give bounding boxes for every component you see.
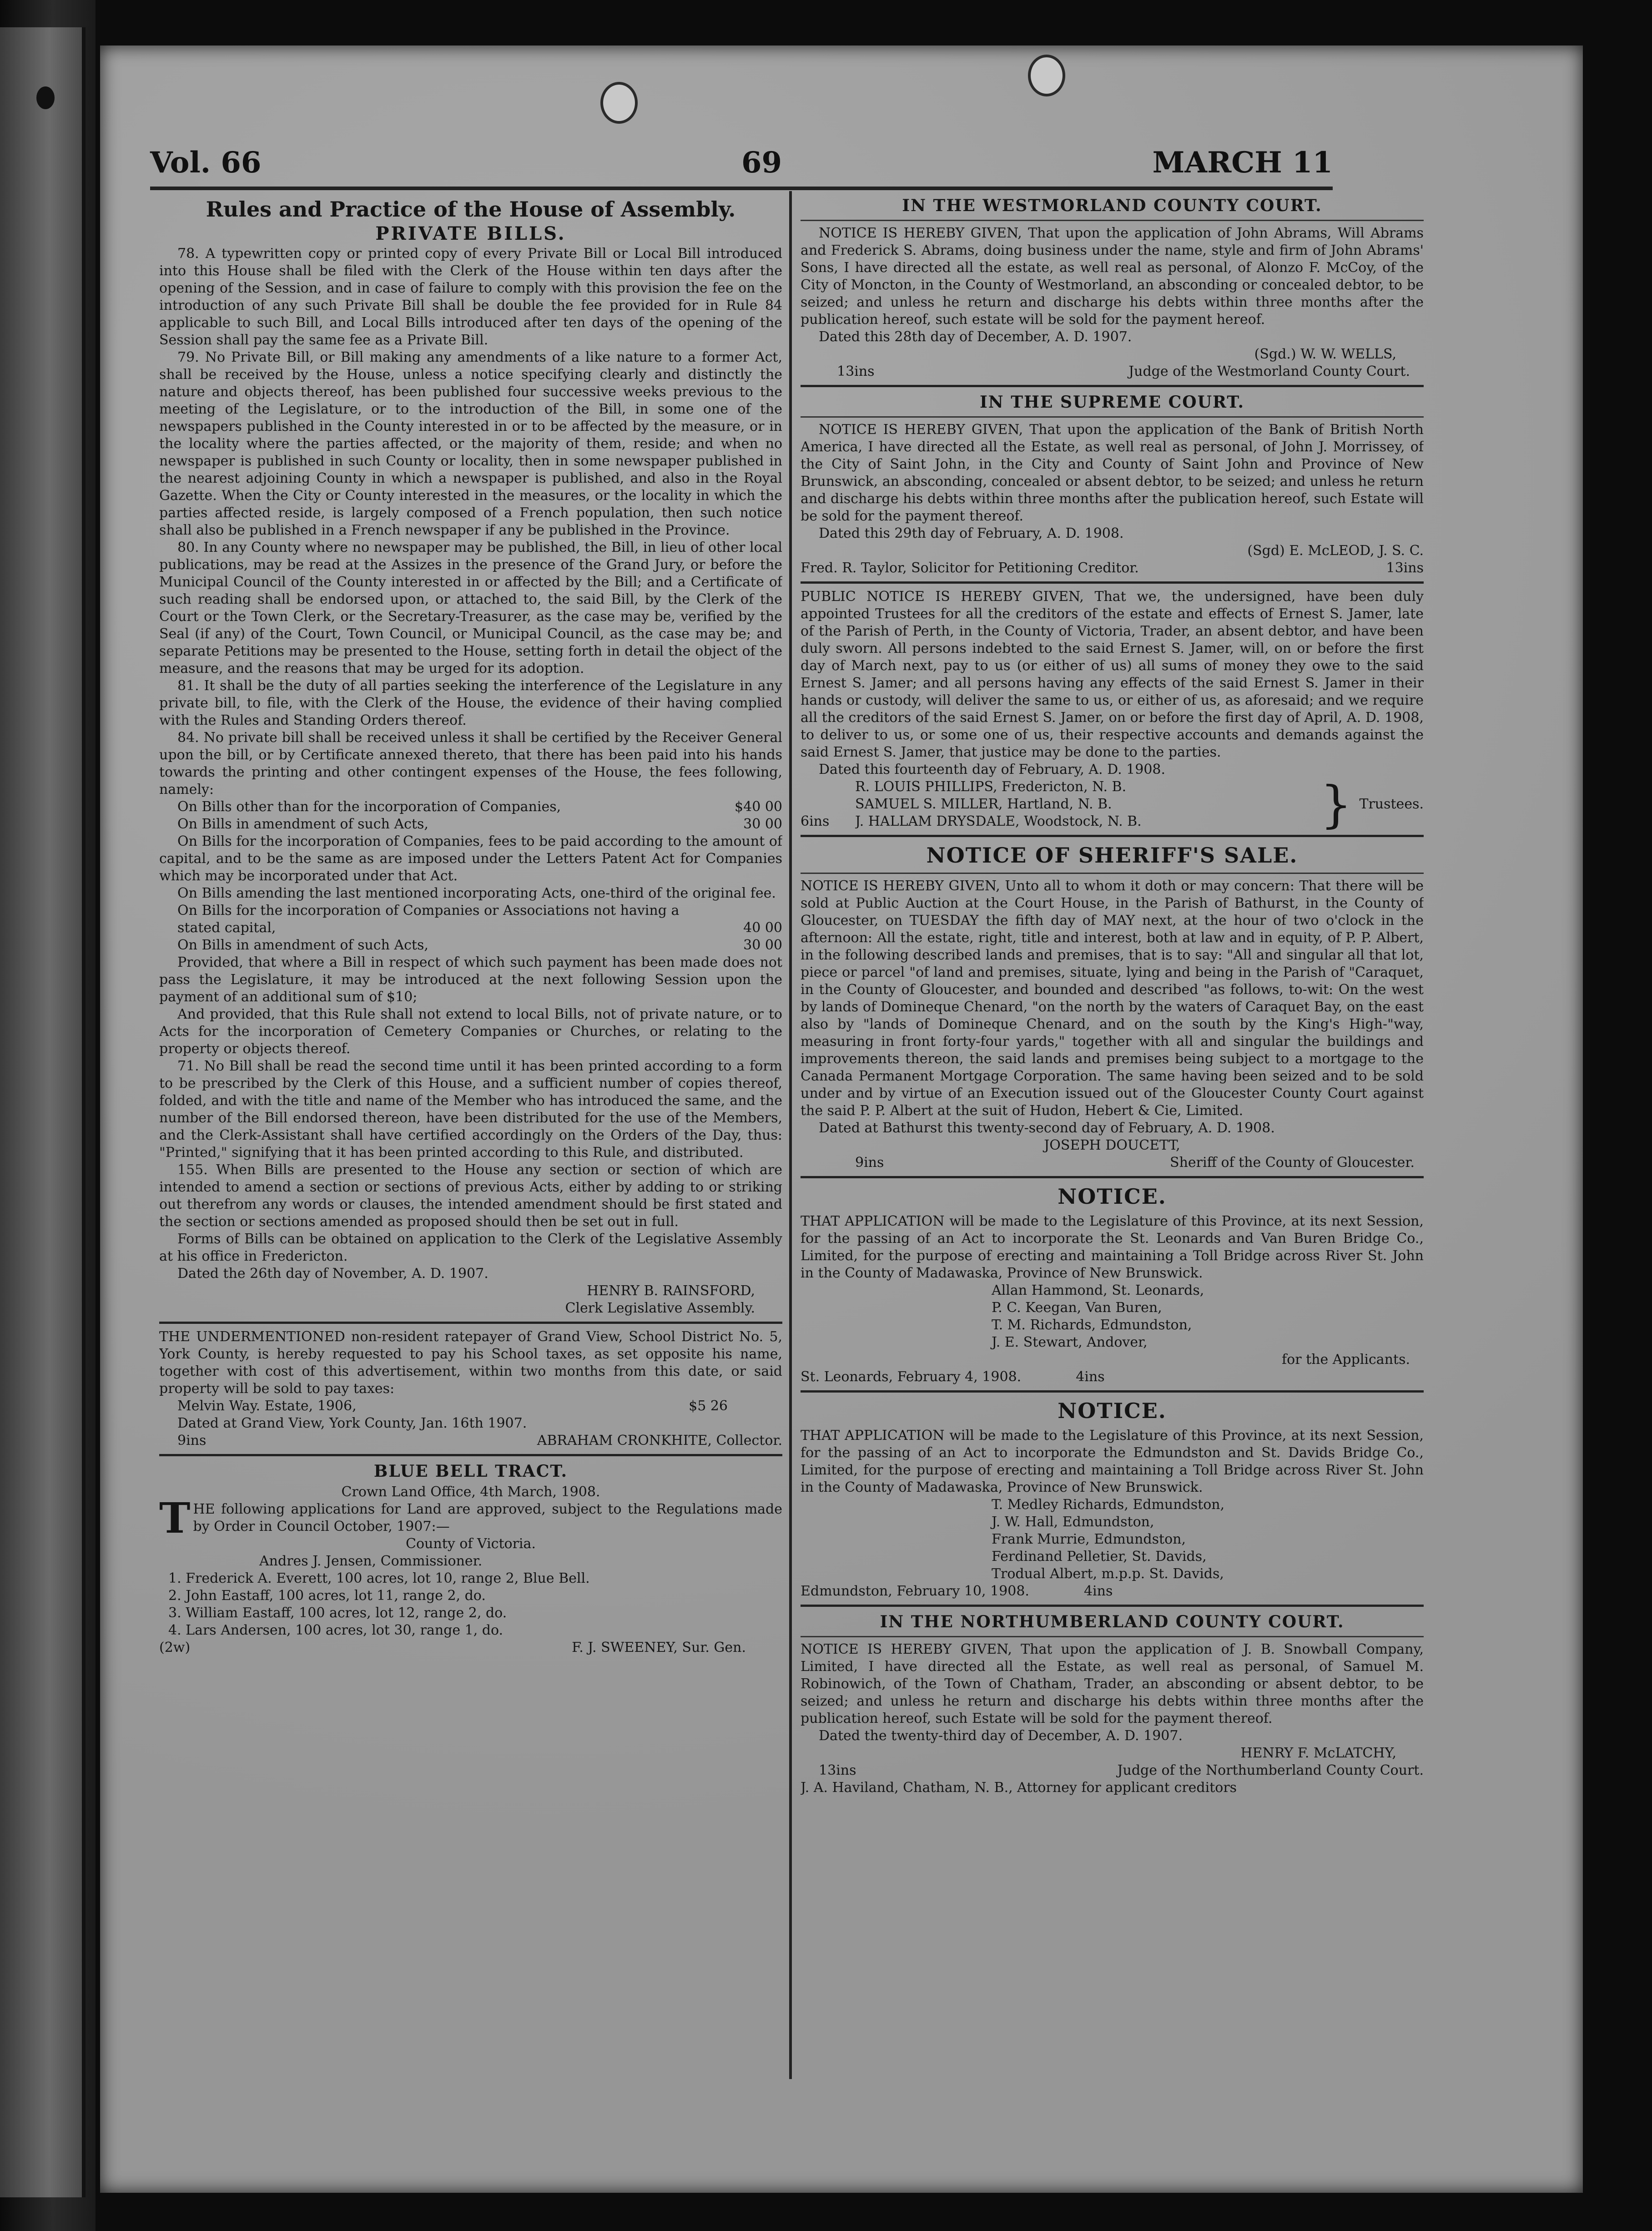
supreme-signature: (Sgd) E. McLEOD, J. S. C.	[1247, 543, 1424, 559]
bridge-notice: THAT APPLICATION will be made to the Legislature of this Province, at its next Session, for the passing of an Act to incorporate the Edmundston and St. Davids Bridge Co., Limited, for the purpose of erecting and maintaining a Toll Bridge across River St. John in the County of Madawaska, Province of New Brunswick.	[801, 1428, 1424, 1495]
insertions-label: 6ins	[801, 813, 830, 829]
section-rule	[801, 220, 1424, 221]
trustees-names	[855, 778, 1313, 830]
tax-notice: THE UNDERMENTIONED non-resident ratepayer of Grand View, School District No. 5, York County, is hereby requested to pay his School taxes, as set opposite his name, together with cost of this advertisement, within two months from this date, or said property will be sold to pay taxes:	[159, 1329, 782, 1397]
proviso-1: Provided, that where a Bill in respect of which such payment has been made does not pass the Legislature, it may be introduced at the next following Session upon the payment of an additional sum of $10;	[159, 954, 782, 1005]
fee-label: On Bills in amendment of such Acts,	[177, 937, 428, 953]
fee-value: 30 00	[743, 816, 782, 832]
signature-title: Clerk Legislative Assembly.	[565, 1300, 755, 1316]
solicitor-row	[801, 560, 1424, 577]
fee-amending: On Bills amending the last mentioned incorporating Acts, one-third of the original fee.	[177, 885, 776, 901]
applicant-name: P. C. Keegan, Van Buren,	[992, 1300, 1162, 1316]
westmorland-judge-row	[801, 363, 1424, 380]
rule-81: 81. It shall be the duty of all parties seeking the interference of the Legislature in any private bill, to file, with the Clerk of the House, the evidence of their having complied with the Rules and Standing Orders thereof.	[159, 678, 782, 728]
westmorland-dated: Dated this 28th day of December, A. D. 1907.	[819, 329, 1132, 345]
section-rule	[801, 1605, 1424, 1607]
page-header	[150, 136, 1333, 187]
insertions-label: 9ins	[855, 1155, 884, 1171]
solicitor-line: Fred. R. Taylor, Solicitor for Petitioning Creditor.	[801, 560, 1139, 576]
rule-84: 84. No private bill shall be received unless it shall be certified by the Receiver General upon the bill, or by Certificate annexed thereto, that there has been paid into his hands towards the printing and other contingent expenses of the House, the fees following, namely:	[159, 730, 782, 798]
section-rule	[801, 1176, 1424, 1178]
page-number: 69	[741, 146, 782, 180]
applicant-name: T. M. Richards, Edmundston,	[992, 1317, 1192, 1333]
proviso-2: And provided, that this Rule shall not extend to local Bills, not of private nature, or to Acts for the incorporation of Cemetery Companies or Churches, or relating to the property or objects thereof.	[159, 1006, 782, 1057]
tax-estate-value: $5 26	[689, 1398, 728, 1414]
westmorland-judge: Judge of the Westmorland County Court.	[1128, 363, 1410, 379]
blue-bell-intro	[159, 1494, 782, 1543]
attorney-line: J. A. Haviland, Chatham, N. B., Attorney for applicant creditors	[801, 1780, 1237, 1796]
section-rule	[801, 581, 1424, 584]
punch-hole-icon	[1028, 55, 1065, 96]
westmorland-notice: NOTICE IS HEREBY GIVEN, That upon the application of John Abrams, Will Abrams and Frederick S. Abrams, doing business under the name, style and firm of John Abrams' Sons, I have directed all the estate, as well real as personal, of Alonzo F. McCoy, of the City of Moncton, in the County of Westmorland, an absconding or concealed debtor, to be seized; and unless he return and discharge his debts within three months after the publication hereof, such estate will be sold for the payment hereof.	[801, 225, 1424, 328]
applicant-name: Frank Murrie, Edmundston,	[992, 1531, 1186, 1547]
rule-80: 80. In any County where no newspaper may be published, the Bill, in lieu of other local publications, may be read at the Assizes in the presence of the Grand Jury, or before the Municipal Council of the County interested in or affected by the Bill; and a Certificate of such reading shall be endorsed upon, or attached to, the said Bill, by the Clerk of the Court or the Town Clerk, or the Secretary-Treasurer, as the case may be, verified by the Seal (if any) of the Court, Town Council, or Municipal Council, as the case may be; and separate Petitions may be presented to the House, setting forth in detail the object of the measure, and the reasons that may be urged for its adoption.	[159, 540, 782, 676]
fee-companies: On Bills for the incorporation of Companies, fees to be paid according to the amount of capital, and to be the same as are imposed under the Letters Patent Act for Companies which may be incorporated under that Act.	[159, 833, 782, 884]
county-label: County of Victoria.	[406, 1536, 536, 1552]
section-rule	[801, 416, 1424, 418]
list-item: 4. Lars Andersen, 100 acres, lot 30, range 1, do.	[168, 1622, 504, 1638]
fee-row	[159, 937, 782, 954]
section-rule	[801, 1390, 1424, 1393]
sheriff-notice: NOTICE IS HEREBY GIVEN, Unto all to whom it doth or may concern: That there will be sold at Public Auction at the Court House, in the Parish of Bathurst, in the County of Gloucester, on TUESDAY the fifth day of MAY next, at the hour of two o'clock in the afternoon: All the estate, right, title and interest, both at law and in equity, of P. P. Albert, in the following described lands and premises, that is to say: "All and singular all that lot, piece or parcel "of land and premises, situate, lying and being in the Parish of "Caraquet, in the County of Gloucester, and bounded and described "as follows, to-wit: On the west by lands of Domineque Chenard, "on the north by the waters of Caraquet Bay, on the east also by "lands of Domineque Chenard, and on the south by the King's High-"way, measuring in front forty-four yards," together with all and singular the buildings and improvements thereon, the said lands and premises being subject to a mortgage to the Canada Permanent Mortgage Corporation. The same having been seized and to be sold under and by virtue of an Execution issued out of the Gloucester County Court against the said P. P. Albert at the suit of Hudon, Hebert & Cie, Limited.	[801, 878, 1424, 1119]
volume-label: Vol. 66	[150, 146, 262, 180]
tax-dated: Dated at Grand View, York County, Jan. 16th 1907.	[177, 1415, 527, 1431]
rules-dated: Dated the 26th day of November, A. D. 1907.	[177, 1266, 489, 1282]
fee-label: On Bills in amendment of such Acts,	[177, 816, 428, 832]
applicant-name: J. W. Hall, Edmundston,	[992, 1514, 1154, 1530]
rule-78: 78. A typewritten copy or printed copy of every Private Bill or Local Bill introduced into this House shall be filed with the Clerk of the House within ten days after the opening of the Session, and in case of failure to comply with this provision the fee on the introduction of any such Private Bill shall be double the fee provided for in Rule 84 applicable to such Bill, and Local Bills introduced after ten days of the opening of the Session shall pay the same fee as a Private Bill.	[159, 246, 782, 348]
insertions-label: 4ins	[1076, 1369, 1105, 1385]
sheriff-title-row	[801, 1154, 1424, 1171]
section-rule	[801, 385, 1424, 387]
notice-heading: NOTICE.	[1058, 1184, 1167, 1209]
ink-dot-mark	[36, 86, 55, 109]
brace-icon: }	[1320, 775, 1352, 833]
trustee-name: SAMUEL S. MILLER, Hartland, N. B.	[855, 796, 1112, 812]
northumberland-judge: Judge of the Northumberland County Court.	[1117, 1762, 1424, 1778]
sheriff-name: JOSEPH DOUCETT,	[1044, 1137, 1180, 1153]
applicant-name: Ferdinand Pelletier, St. Davids,	[992, 1549, 1207, 1565]
rule-155: 155. When Bills are presented to the House any section or section of which are intended to amend a section or sections of previous Acts, either by adding to or striking out therefrom any words or clauses, the intended amendment should be first stated and the section or sections amended as proposed should then be set out in full.	[159, 1162, 782, 1230]
applications-list	[159, 1570, 782, 1639]
tax-estate-label: Melvin Way. Estate, 1906,	[177, 1398, 357, 1414]
section-rule	[159, 1454, 782, 1456]
collector-name: ABRAHAM CRONKHITE, Collector.	[537, 1433, 782, 1449]
westmorland-signature: (Sgd.) W. W. WELLS,	[1254, 346, 1396, 362]
applicant-name: J. E. Stewart, Andover,	[992, 1334, 1148, 1350]
applicant-name: Trodual Albert, m.p.p. St. Davids,	[992, 1566, 1224, 1582]
notice-place: Edmundston, February 10, 1908.	[801, 1583, 1029, 1599]
section-rule	[159, 1322, 782, 1324]
left-column	[159, 193, 782, 2072]
trustees-label: Trustees.	[1359, 796, 1424, 812]
issue-date: MARCH 11	[1152, 146, 1333, 180]
insertions-label: 9ins	[177, 1433, 206, 1449]
list-item: 2. John Eastaff, 100 acres, lot 11, range 2, do.	[168, 1588, 486, 1604]
fee-label: On Bills for the incorporation of Companies or Associations not having a stated capital,	[177, 903, 680, 936]
section-rule	[801, 873, 1424, 874]
bridge-notice: THAT APPLICATION will be made to the Legislature of this Province, at its next Session, for the passing of an Act to incorporate the St. Leonards and Van Buren Bridge Co., Limited, for the purpose of erecting and maintaining a Toll Bridge across River St. John in the County of Madawaska, Province of New Brunswick.	[801, 1213, 1424, 1281]
section-rule	[801, 1636, 1424, 1637]
northumberland-judge-row	[801, 1762, 1424, 1779]
adjacent-page-edge	[0, 27, 86, 2197]
collector-row	[159, 1432, 782, 1449]
trustees-dated: Dated this fourteenth day of February, A. D. 1908.	[819, 762, 1166, 777]
supreme-court-heading: IN THE SUPREME COURT.	[979, 393, 1245, 412]
northumberland-dated: Dated the twenty-third day of December, A. D. 1907.	[819, 1728, 1183, 1744]
insertions-label: (2w)	[159, 1640, 191, 1656]
fee-value: 30 00	[743, 937, 782, 953]
rule-71: 71. No Bill shall be read the second time until it has been printed according to a form to be prescribed by the Clerk of this House, and a sufficient number of copies thereof, folded, and with the title and name of the Member who has introduced the same, and the number of the Bill endorsed thereon, have been distributed for the use of the Members, and the Clerk-Assistant shall have certified accordingly on the Orders of the Day, thus: "Printed," signifying that it has been printed according to this Rule, and distributed.	[159, 1058, 782, 1161]
list-item: 3. William Eastaff, 100 acres, lot 12, range 2, do.	[168, 1605, 507, 1621]
list-item: 1. Frederick A. Everett, 100 acres, lot 10, range 2, Blue Bell.	[168, 1570, 590, 1586]
tax-row	[159, 1398, 782, 1415]
applicant-name: Allan Hammond, St. Leonards,	[992, 1282, 1204, 1298]
northumberland-notice: NOTICE IS HEREBY GIVEN, That upon the application of J. B. Snowball Company, Limited, I have directed all the Estate, as well real as personal, of Samuel M. Robinowich, of the Town of Chatham, Trader, an absconding or absent debtor, to be seized; and unless he return and discharge his debts within three months after the publication hereof, such Estate will be sold for the payment thereof.	[801, 1641, 1424, 1726]
crown-land-office: Crown Land Office, 4th March, 1908.	[341, 1484, 600, 1500]
sheriff-sale-heading: NOTICE OF SHERIFF'S SALE.	[926, 843, 1298, 868]
applicant-names	[801, 1496, 1424, 1583]
westmorland-heading: IN THE WESTMORLAND COUNTY COURT.	[902, 196, 1322, 215]
northumberland-signature: HENRY F. McLATCHY,	[1240, 1745, 1396, 1761]
notice-place: St. Leonards, February 4, 1908.	[801, 1369, 1022, 1385]
fee-value: 40 00	[743, 920, 782, 936]
notice-heading: NOTICE.	[1058, 1398, 1167, 1423]
blue-bell-intro-text: HE following applications for Land are approved, subject to the Regulations made by Order in Council October, 1907:—	[193, 1501, 782, 1534]
column-divider	[789, 191, 792, 2079]
trustees-notice: PUBLIC NOTICE IS HEREBY GIVEN, That we, the undersigned, have been duly appointed Trustees for all the creditors of the estate and effects of Ernest S. Jamer, late of the Parish of Perth, in the County of Victoria, Trader, an absent debtor, and have been duly sworn. All persons indebted to the said Ernest S. Jamer, will, on or before the first day of March next, pay to us (or either of us) all sums of money they owe to the said Ernest S. Jamer; and all persons having any effects of the said Ernest S. Jamer in their hands or custody, will deliver the same to us, or either of us, as aforesaid; and we require all the creditors of the said Ernest S. Jamer, on or before the first day of April, A. D. 1908, to deliver to us, or some one of us, their respective accounts and demands against the said Ernest S. Jamer, that justice may be done to the parties.	[801, 589, 1424, 760]
drop-cap: T	[159, 1494, 191, 1543]
trustee-name: J. HALLAM DRYSDALE, Woodstock, N. B.	[855, 813, 1142, 829]
commissioner-line: Andres J. Jensen, Commissioner.	[259, 1553, 483, 1569]
trustee-name: R. LOUIS PHILLIPS, Fredericton, N. B.	[855, 779, 1127, 795]
insertions-label: 13ins	[819, 1762, 856, 1778]
blue-bell-footer	[159, 1639, 782, 1656]
applicant-name: T. Medley Richards, Edmundston,	[992, 1497, 1225, 1513]
insertions-label: 13ins	[837, 363, 875, 379]
rules-title: Rules and Practice of the House of Assembly.	[206, 197, 736, 222]
insertions-label: 13ins	[1386, 560, 1424, 576]
supreme-dated: Dated this 29th day of February, A. D. 1908.	[819, 525, 1124, 541]
surveyor-general: F. J. SWEENEY, Sur. Gen.	[572, 1640, 746, 1656]
insertions-label: 4ins	[1083, 1583, 1113, 1599]
punch-hole-icon	[600, 82, 638, 124]
signature-name: HENRY B. RAINSFORD,	[587, 1283, 755, 1299]
northumberland-heading: IN THE NORTHUMBERLAND COUNTY COURT.	[880, 1612, 1345, 1631]
notice-place-row	[801, 1368, 1424, 1386]
trustees-block	[801, 775, 1424, 833]
for-applicants: for the Applicants.	[1282, 1352, 1410, 1368]
private-bills-heading: PRIVATE BILLS.	[375, 223, 566, 244]
notice-place-row	[801, 1583, 1424, 1600]
fee-row	[159, 902, 782, 937]
right-column	[801, 193, 1424, 2072]
fee-row	[159, 798, 782, 816]
blue-bell-heading: BLUE BELL TRACT.	[373, 1462, 568, 1481]
applicant-names	[801, 1282, 1424, 1351]
rule-79: 79. No Private Bill, or Bill making any amendments of a like nature to a former Act, shall be received by the House, unless a notice specifying clearly and distinctly the nature and objects thereof, has been published four successive weeks previous to the meeting of the Legislature, or to the introduction of the Bill, in some one of the newspapers published in the County interested in or to be affected by the measure, or in the locality where the parties affected, or the majority of them, reside; and when no newspaper is published in such County or locality, then in some newspaper published in the nearest adjoining County in which a newspaper is published, and also in the Royal Gazette. When the City or County interested in the measures, or the locality in which the parties affected reside, is largely composed of a French population, then such notice shall also be published in a French newspaper if any be published in the Province.	[159, 349, 782, 538]
supreme-notice: NOTICE IS HEREBY GIVEN, That upon the application of the Bank of British North America, I have directed all the Estate, as well real as personal, of John J. Morrissey, of the City of Saint John, in the City and County of Saint John and Province of New Brunswick, an absconding, concealed or absent debtor, to be seized; and unless he return and discharge his debts within three months after the publication hereof, such Estate will be sold for the payment thereof.	[801, 422, 1424, 524]
header-rule	[150, 187, 1333, 190]
fee-row	[159, 816, 782, 833]
fee-label: On Bills other than for the incorporation of Companies,	[177, 799, 561, 815]
forms-note: Forms of Bills can be obtained on application to the Clerk of the Legislative Assembly at his office in Fredericton.	[159, 1231, 782, 1264]
sheriff-dated: Dated at Bathurst this twenty-second day of February, A. D. 1908.	[819, 1120, 1275, 1136]
section-rule	[801, 835, 1424, 837]
sheriff-title: Sheriff of the County of Gloucester.	[1170, 1155, 1415, 1171]
fee-value: $40 00	[735, 799, 782, 815]
